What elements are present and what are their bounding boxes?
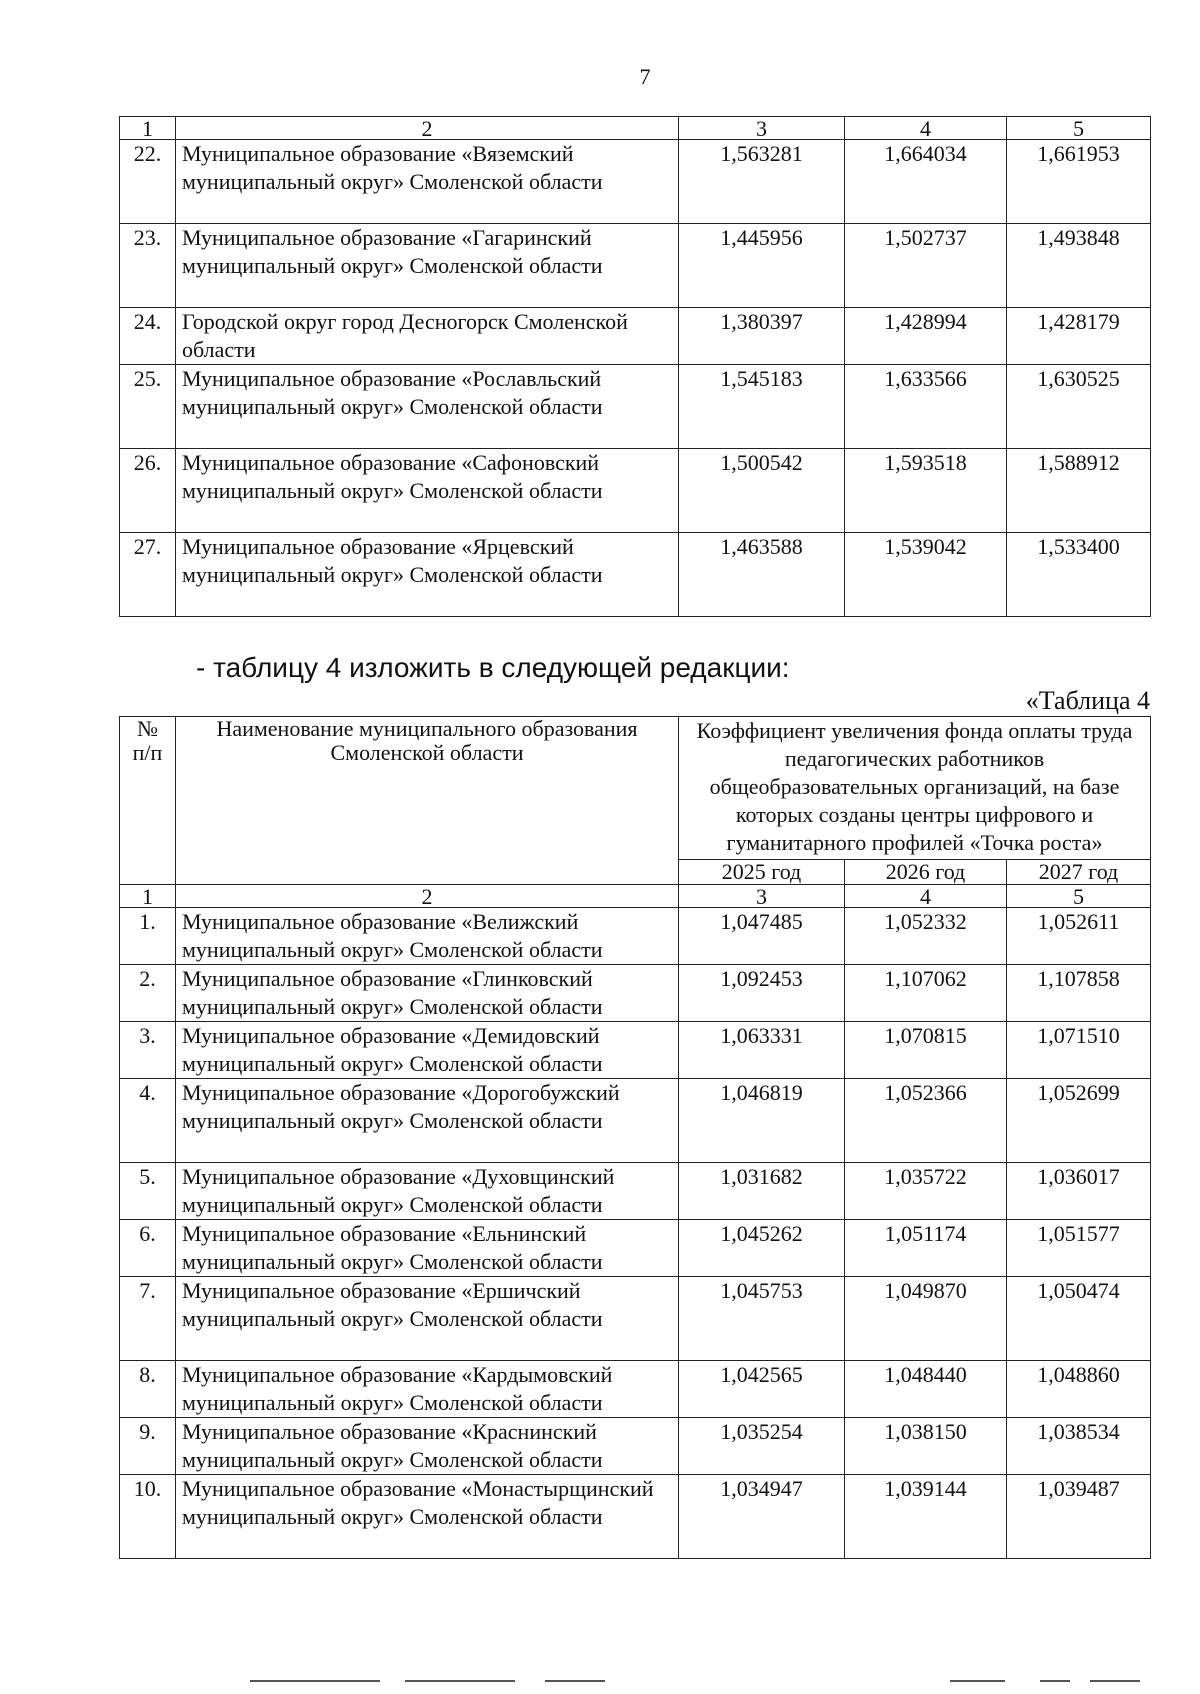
header-municipality: Наименование муниципального образования Смоленской области — [176, 717, 679, 885]
table-row — [120, 965, 1151, 1022]
header-year-2027: 2027 год — [1007, 860, 1151, 885]
column-number: 5 — [1007, 117, 1151, 140]
municipality-name: Муниципальное образование «Ельнинский муниципальный округ» Смоленской области — [176, 1220, 679, 1277]
value-2025: 1,045753 — [679, 1277, 845, 1361]
value-2026: 1,049870 — [845, 1277, 1007, 1361]
value-2026: 1,048440 — [845, 1361, 1007, 1418]
value-2026: 1,038150 — [845, 1418, 1007, 1475]
header-year-2026: 2026 год — [845, 860, 1007, 885]
table-row — [120, 1277, 1151, 1361]
row-number: 24. — [120, 308, 176, 365]
municipality-name: Муниципальное образование «Сафоновский муниципальный округ» Смоленской области — [176, 449, 679, 533]
column-number: 3 — [679, 885, 845, 908]
table-4-label: «Таблица 4 — [1025, 686, 1150, 715]
municipality-name: Муниципальное образование «Краснинский муниципальный округ» Смоленской области — [176, 1418, 679, 1475]
value-2026: 1,593518 — [845, 449, 1007, 533]
municipality-name: Муниципальное образование «Рославльский муниципальный округ» Смоленской области — [176, 365, 679, 449]
row-number: 5. — [120, 1163, 176, 1220]
value-2027: 1,039487 — [1007, 1475, 1151, 1559]
municipality-name: Муниципальное образование «Кардымовский муниципальный округ» Смоленской области — [176, 1361, 679, 1418]
header-coefficient: Коэффициент увеличения фонда оплаты труда педагогических работников общеобразовательных организаций, на базе которых созданы центры цифрового и гуманитарного профилей «Точка роста» — [679, 717, 1151, 860]
column-number-row — [120, 117, 1151, 140]
value-2027: 1,588912 — [1007, 449, 1151, 533]
value-2025: 1,500542 — [679, 449, 845, 533]
value-2027: 1,661953 — [1007, 140, 1151, 224]
value-2026: 1,633566 — [845, 365, 1007, 449]
row-number: 23. — [120, 224, 176, 308]
value-2025: 1,042565 — [679, 1361, 845, 1418]
row-number: 22. — [120, 140, 176, 224]
column-number: 2 — [176, 885, 679, 908]
table-3-continuation — [119, 116, 1151, 617]
value-2025: 1,046819 — [679, 1079, 845, 1163]
municipality-name: Муниципальное образование «Духовщинский муниципальный округ» Смоленской области — [176, 1163, 679, 1220]
column-number: 4 — [845, 117, 1007, 140]
column-number: 1 — [120, 117, 176, 140]
value-2025: 1,563281 — [679, 140, 845, 224]
municipality-name: Муниципальное образование «Глинковский муниципальный округ» Смоленской области — [176, 965, 679, 1022]
table-row — [120, 908, 1151, 965]
value-2027: 1,107858 — [1007, 965, 1151, 1022]
column-number: 1 — [120, 885, 176, 908]
row-number: 3. — [120, 1022, 176, 1079]
row-number: 8. — [120, 1361, 176, 1418]
municipality-name: Муниципальное образование «Ершичский муниципальный округ» Смоленской области — [176, 1277, 679, 1361]
municipality-name: Муниципальное образование «Вяземский муниципальный округ» Смоленской области — [176, 140, 679, 224]
value-2026: 1,539042 — [845, 533, 1007, 617]
value-2025: 1,035254 — [679, 1418, 845, 1475]
row-number: 6. — [120, 1220, 176, 1277]
value-2027: 1,630525 — [1007, 365, 1151, 449]
value-2027: 1,051577 — [1007, 1220, 1151, 1277]
column-number: 3 — [679, 117, 845, 140]
value-2025: 1,092453 — [679, 965, 845, 1022]
row-number: 25. — [120, 365, 176, 449]
value-2025: 1,031682 — [679, 1163, 845, 1220]
row-number: 27. — [120, 533, 176, 617]
municipality-name: Муниципальное образование «Монастырщинский муниципальный округ» Смоленской области — [176, 1475, 679, 1559]
table-row — [120, 449, 1151, 533]
value-2025: 1,445956 — [679, 224, 845, 308]
table-row — [120, 365, 1151, 449]
header-number: № п/п — [120, 717, 176, 885]
value-2025: 1,034947 — [679, 1475, 845, 1559]
row-number: 26. — [120, 449, 176, 533]
value-2026: 1,051174 — [845, 1220, 1007, 1277]
value-2025: 1,380397 — [679, 308, 845, 365]
value-2027: 1,052699 — [1007, 1079, 1151, 1163]
table-4 — [119, 716, 1151, 1559]
value-2026: 1,428994 — [845, 308, 1007, 365]
row-number: 2. — [120, 965, 176, 1022]
value-2026: 1,035722 — [845, 1163, 1007, 1220]
table-row — [120, 1163, 1151, 1220]
municipality-name: Муниципальное образование «Велижский муниципальный округ» Смоленской области — [176, 908, 679, 965]
row-number: 9. — [120, 1418, 176, 1475]
value-2027: 1,036017 — [1007, 1163, 1151, 1220]
value-2027: 1,048860 — [1007, 1361, 1151, 1418]
table-row — [120, 1022, 1151, 1079]
value-2026: 1,107062 — [845, 965, 1007, 1022]
column-number: 2 — [176, 117, 679, 140]
value-2026: 1,502737 — [845, 224, 1007, 308]
value-2027: 1,428179 — [1007, 308, 1151, 365]
header-year-2025: 2025 год — [679, 860, 845, 885]
value-2026: 1,070815 — [845, 1022, 1007, 1079]
row-number: 4. — [120, 1079, 176, 1163]
row-number: 10. — [120, 1475, 176, 1559]
table-row — [120, 1079, 1151, 1163]
value-2027: 1,050474 — [1007, 1277, 1151, 1361]
column-number: 4 — [845, 885, 1007, 908]
column-number: 5 — [1007, 885, 1151, 908]
table-row — [120, 140, 1151, 224]
page-number: 7 — [639, 64, 651, 89]
table-row — [120, 308, 1151, 365]
value-2025: 1,045262 — [679, 1220, 845, 1277]
value-2026: 1,052366 — [845, 1079, 1007, 1163]
value-2027: 1,071510 — [1007, 1022, 1151, 1079]
table-row — [120, 1220, 1151, 1277]
value-2025: 1,063331 — [679, 1022, 845, 1079]
value-2026: 1,052332 — [845, 908, 1007, 965]
municipality-name: Городской округ город Десногорск Смоленской области — [176, 308, 679, 365]
value-2026: 1,039144 — [845, 1475, 1007, 1559]
header-row — [120, 717, 1151, 860]
table-row — [120, 1361, 1151, 1418]
value-2025: 1,545183 — [679, 365, 845, 449]
value-2027: 1,052611 — [1007, 908, 1151, 965]
value-2026: 1,664034 — [845, 140, 1007, 224]
value-2027: 1,038534 — [1007, 1418, 1151, 1475]
value-2025: 1,463588 — [679, 533, 845, 617]
column-number-row — [120, 885, 1151, 908]
amendment-instruction: - таблицу 4 изложить в следующей редакции: — [196, 652, 790, 683]
table-row — [120, 1418, 1151, 1475]
scan-footer-marks — [0, 1680, 1200, 1686]
table-row — [120, 224, 1151, 308]
value-2025: 1,047485 — [679, 908, 845, 965]
municipality-name: Муниципальное образование «Дорогобужский муниципальный округ» Смоленской области — [176, 1079, 679, 1163]
municipality-name: Муниципальное образование «Ярцевский муниципальный округ» Смоленской области — [176, 533, 679, 617]
row-number: 7. — [120, 1277, 176, 1361]
value-2027: 1,533400 — [1007, 533, 1151, 617]
table-row — [120, 533, 1151, 617]
table-row — [120, 1475, 1151, 1559]
municipality-name: Муниципальное образование «Демидовский муниципальный округ» Смоленской области — [176, 1022, 679, 1079]
row-number: 1. — [120, 908, 176, 965]
value-2027: 1,493848 — [1007, 224, 1151, 308]
municipality-name: Муниципальное образование «Гагаринский муниципальный округ» Смоленской области — [176, 224, 679, 308]
